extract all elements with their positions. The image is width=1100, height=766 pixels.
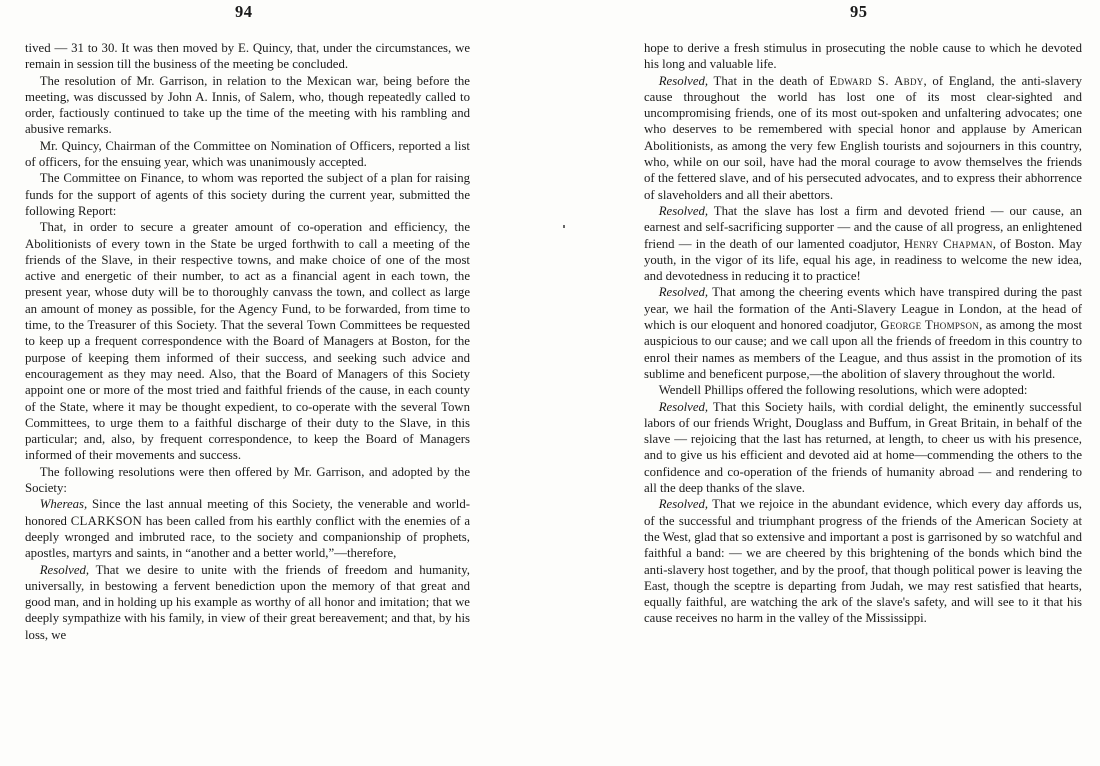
lead-word: Resolved, bbox=[39, 562, 90, 577]
right-page bbox=[550, 0, 1100, 766]
lead-word: Resolved, bbox=[658, 399, 709, 414]
resolution-paragraph: Resolved, That this Society hails, with cordial delight, the eminently successful labors of our friends Wright, Douglass and Buffum, in Great Britain, in behalf of the slave — rejoicing that the last has returned, at length, to cheer us with his presence, and to give us his efficient and devoted aid at home—commending the others to the confidence and co-operation of the friends of humanity abroad — and rendering to all the deep thanks of the slave. bbox=[644, 399, 1082, 496]
lead-word: Resolved, bbox=[658, 285, 709, 300]
page-number-left: 94 bbox=[235, 2, 253, 21]
resolution-paragraph: Resolved, That among the cheering events which have transpired during the past year, we hail the formation of the Anti-Slavery League in London, at the head of which is our eloquent and honored coadjutor, George Thompson, as among the most auspicious to our cause; and we call upon all the friends of freedom in this country to enrol their names as members of the League, and thus assist in the promotion of its sublime and beneficent purpose,—the abolition of slavery throughout the world. bbox=[644, 285, 1082, 381]
resolution-paragraph: Resolved, That we desire to unite with the friends of freedom and humanity, universally, in bestowing a fervent benediction upon the memory of that great and good man, and in holding up his example as worthy of all honor and imitation; that we deeply sympathize with his family, in view of their great bereavement; and that, by his loss, we bbox=[25, 562, 470, 642]
paragraph: The resolution of Mr. Garrison, in relation to the Mexican war, being before the meeting, was discussed by John A. Innis, of Salem, who, though repeatedly called to order, factiously continued to take up the time of the meeting with his rambling and abusive remarks. bbox=[25, 73, 470, 137]
name-chapman: Henry Chapman bbox=[903, 236, 993, 251]
paragraph: The following resolutions were then offered by Mr. Garrison, and adopted by the Society: bbox=[25, 464, 470, 496]
whereas-paragraph: Whereas, Since the last annual meeting of this Society, the venerable and world-honored CLARKSON has been called from his earthly conflict with the enemies of a deeply wronged and imbruted race, to the society and companionship of prophets, apostles, martyrs and saints, in “another and a better world,”—therefore, bbox=[25, 497, 470, 561]
resolution-paragraph: Resolved, That in the death of Edward S. Abdy, of England, the anti-slavery cause throughout the world has lost one of its most clear-sighted and uncompromising friends, one of its most out-spoken and unfaltering advocates; one who deserves to be remembered with special honor and applause by American Abolitionists, as among the very few English tourists and sojourners in this country, who, while on our soil, have had the moral courage to avow themselves the friends of the fettered slave, and of his persecuted advocates, and to express their abhorrence of slaveholders and all their abettors. bbox=[644, 73, 1082, 202]
right-page-text bbox=[644, 40, 1082, 627]
resolution-paragraph: Resolved, That the slave has lost a firm and devoted friend — our cause, an earnest and self-sacrificing supporter — and the cause of all progress, an enlightened friend — in the death of our lamented coadjutor, Henry Chapman, of Boston. May youth, in the vigor of its life, equal his age, in readiness to welcome the new idea, and devotedness in reducing it to practice! bbox=[644, 203, 1082, 284]
name-abdy: Edward S. Abdy bbox=[829, 73, 924, 88]
left-page-text bbox=[25, 40, 470, 643]
lead-word: Resolved, bbox=[658, 497, 709, 512]
lead-word: Resolved, bbox=[658, 203, 709, 218]
lead-word: Resolved, bbox=[658, 73, 709, 88]
report-paragraph: That, in order to secure a greater amount of co-operation and efficiency, the Abolitionists of every town in the State be urged forthwith to call a meeting of the friends of the Slave, in their respective towns, and make choice of one of the most active and energetic of their number, to act as a financial agent in each town, the present year, whose duty will be to thoroughly canvass the town, and collect as large an amount of money as possible, for the Agency Fund, to be forwarded, from time to time, to the Treasurer of this Society. That the several Town Committees be requested to keep up a frequent correspondence with the Board of Managers at Boston, for the purpose of keeping them informed of their success, and seeking such advice and encouragement as they may need. Also, that the Board of Managers of this Society appoint one or more of the most tried and faithful friends of the cause, in each county of the State, where it may be thought expedient, to co-operate with the several Town Committees, to urge them to a faithful discharge of their duty to the Slave, in this particular; and, also, by frequent correspondence, to keep the Board of Managers informed of their movements and success. bbox=[25, 220, 470, 463]
paragraph: tived — 31 to 30. It was then moved by E. Quincy, that, under the circumstances, we remain in session till the business of the meeting be concluded. bbox=[25, 41, 470, 72]
paragraph: hope to derive a fresh stimulus in prosecuting the noble cause to which he devoted his long and valuable life. bbox=[644, 41, 1082, 72]
paragraph: Wendell Phillips offered the following resolutions, which were adopted: bbox=[658, 383, 1028, 398]
page-number-right: 95 bbox=[850, 2, 868, 21]
name-thompson: George Thompson bbox=[880, 318, 980, 333]
resolution-paragraph: Resolved, That we rejoice in the abundant evidence, which every day affords us, of the successful and triumphant progress of the friends of the American Society at the West, glad that so extensive and important a post is garrisoned by so watchful and faithful a band: — we are cheered by this brightening of the bonds which bind the anti-slavery host together, and by the proof, that though political power is leaving the East, though the sceptre is departing from Judah, we may rest satisfied that hearts, equally faithful, are watching the ark of the slave's safety, and will see to it that his cause receives no harm in the valley of the Mississippi. bbox=[644, 497, 1082, 626]
name-clarkson: CLARKSON bbox=[70, 513, 143, 528]
lead-word: Whereas, bbox=[39, 497, 88, 512]
paragraph: Mr. Quincy, Chairman of the Committee on Nomination of Officers, reported a list of officers, for the ensuing year, which was unanimously accepted. bbox=[25, 138, 470, 170]
paragraph: The Committee on Finance, to whom was reported the subject of a plan for raising funds for the support of agents of this society during the current year, submitted the following Report: bbox=[25, 171, 470, 218]
